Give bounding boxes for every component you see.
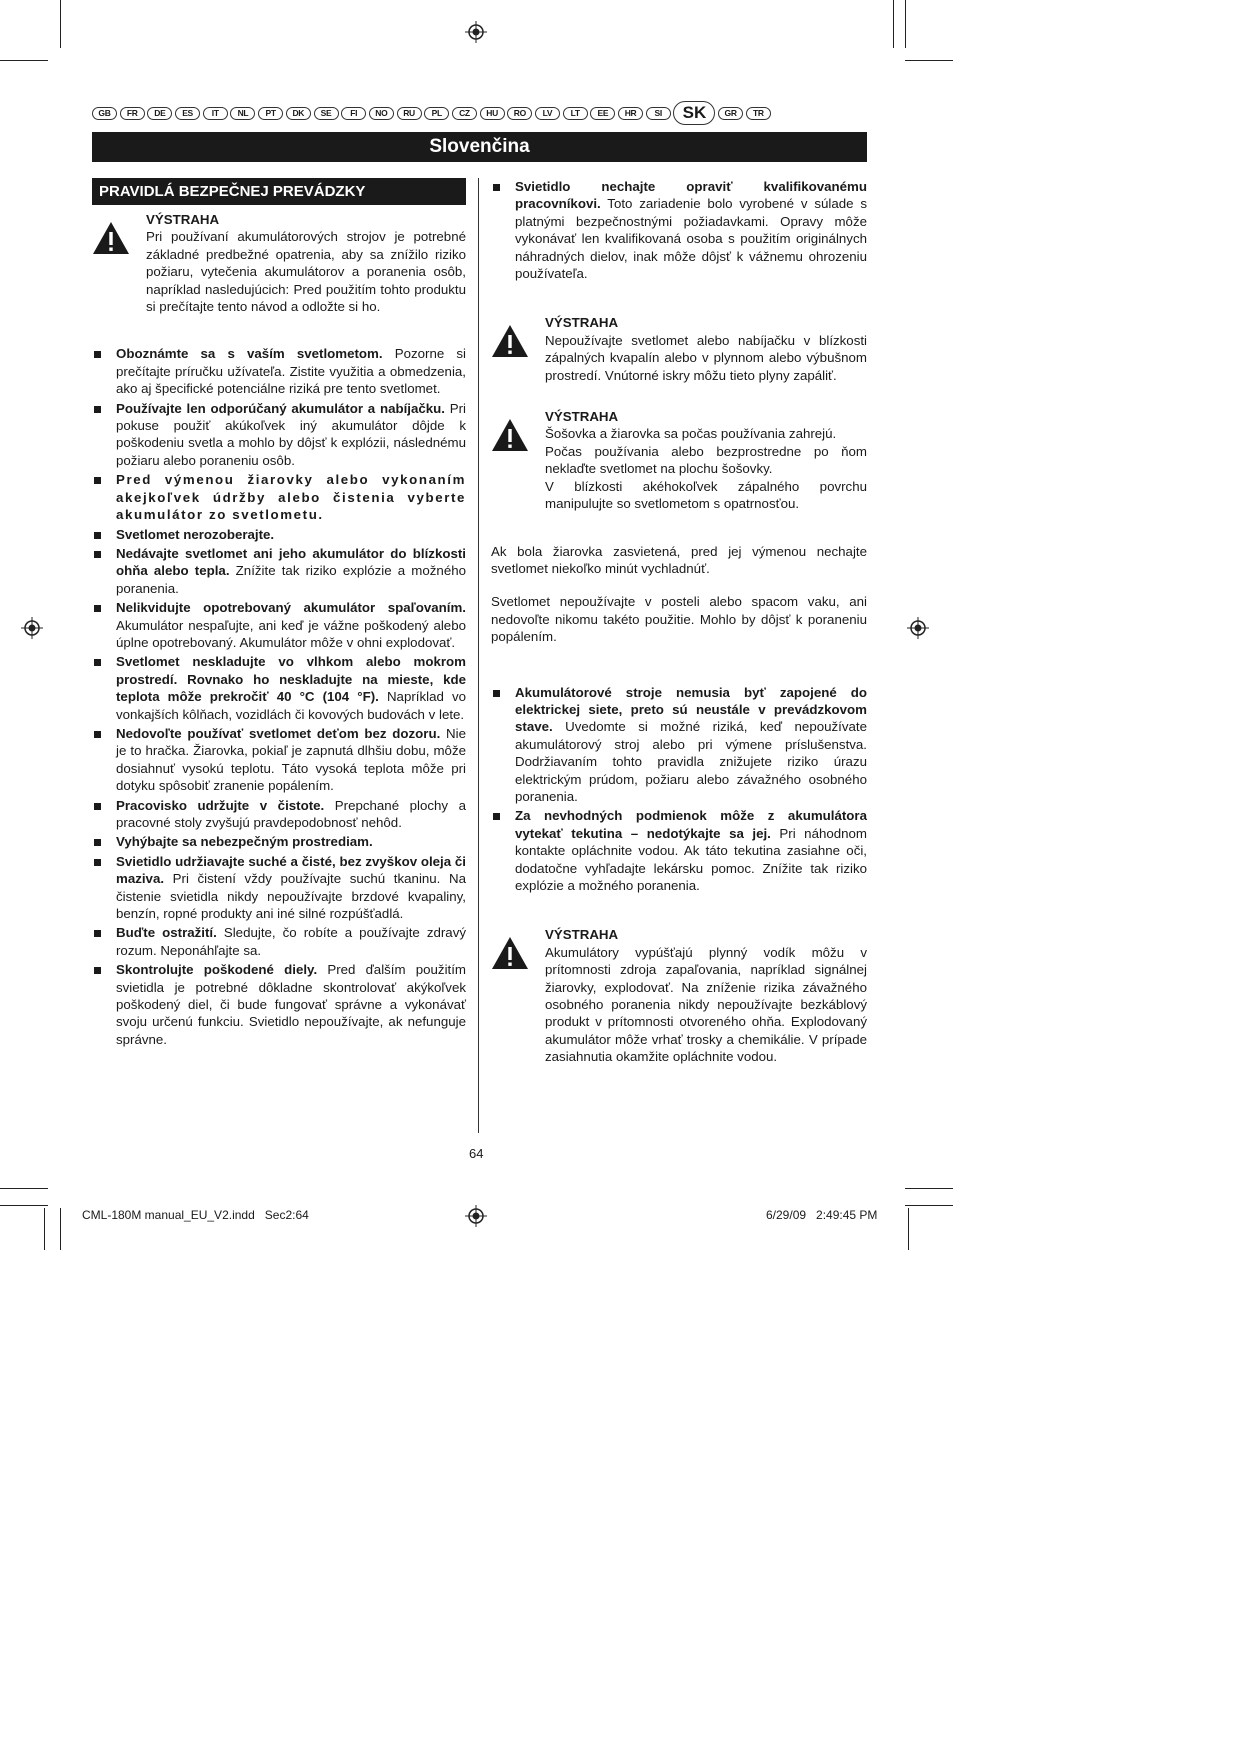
crop-mark (905, 1205, 953, 1206)
crop-mark (893, 0, 894, 48)
warning-block (491, 408, 867, 512)
list-item: Svetlomet nerozoberajte. (92, 526, 466, 543)
list-item: Nelikvidujte opotrebovaný akumulátor spaľovaním. Akumulátor nespaľujte, ani keď je vážne poškodený alebo úplne opotrebovaný. Akumulátor môže v ohni explodovať. (92, 599, 466, 651)
registration-mark-icon (21, 617, 43, 639)
page-title: Slovenčina (92, 132, 867, 162)
safety-list (491, 178, 867, 282)
right-column (491, 178, 867, 1066)
list-item: Pracovisko udržujte v čistote. Prepchané plochy a pracovné stoly zvyšujú pravdepodobnosť nehôd. (92, 797, 466, 832)
registration-mark-icon (465, 21, 487, 43)
paragraph: Svetlomet nepoužívajte v posteli alebo spacom vaku, ani nedovoľte nikomu takéto použitie. Mohlo by dôjsť k poraneniu popálením. (491, 594, 867, 645)
lang-tab[interactable]: TR (746, 107, 771, 120)
list-item: Nedovoľte používať svetlomet deťom bez dozoru. Nie je to hračka. Žiarovka, pokiaľ je zapnutá dlhšiu dobu, môže dosiahnuť vysokú teplotu. Táto vysoká teplota môže pri dotyku spôsobiť zranenie popálením. (92, 725, 466, 795)
list-item: Používajte len odporúčaný akumulátor a nabíjačku. Pri pokuse použiť akúkoľvek iný akumulátor dôjde k poškodeniu svetla a mohlo by dôjsť k explózii, následnému požiaru alebo poraneniu osôb. (92, 400, 466, 470)
section-title: PRAVIDLÁ BEZPEČNEJ PREVÁDZKY (92, 178, 466, 205)
lang-tab[interactable]: PL (424, 107, 449, 120)
warning-icon (491, 324, 529, 358)
registration-mark-icon (465, 1205, 487, 1227)
warning-text: Šošovka a žiarovka sa počas používania zahrejú. (545, 426, 837, 442)
warning-icon (92, 221, 130, 255)
lang-tab[interactable]: HU (480, 107, 505, 120)
lang-tab[interactable]: GR (718, 107, 743, 120)
list-item: Skontrolujte poškodené diely. Pred ďalším použitím svietidla je potrebné dôkladne skontrolovať akýkoľvek poškodený diel, či bude fungovať správne a vykonávať svoju určenú funkciu. Svietidlo nepoužívajte, ak nefunguje správne. (92, 961, 466, 1048)
lang-tab[interactable]: LV (535, 107, 560, 120)
lang-tab[interactable]: CZ (452, 107, 477, 120)
safety-list (491, 684, 867, 895)
lang-tab[interactable]: NL (230, 107, 255, 120)
lang-tab[interactable]: ES (175, 107, 200, 120)
lang-tab[interactable]: IT (203, 107, 228, 120)
warning-title: VÝSTRAHA (146, 212, 220, 227)
lang-tab[interactable]: SI (646, 107, 671, 120)
lang-tab[interactable]: DK (286, 107, 311, 120)
lang-tab[interactable]: PT (258, 107, 283, 120)
crop-mark (0, 1205, 48, 1206)
list-item: Nedávajte svetlomet ani jeho akumulátor do blízkosti ohňa alebo tepla. Znížite tak riziko explózie a možného poranenia. (92, 545, 466, 597)
warning-text: V blízkosti akéhokoľvek zápalného povrchu manipulujte so svetlometom s opatrnosťou. (545, 478, 867, 512)
warning-icon (491, 418, 529, 452)
lang-tab[interactable]: FR (120, 107, 145, 120)
lang-tab[interactable]: LT (563, 107, 588, 120)
footer-file: CML-180M manual_EU_V2.indd Sec2:64 (82, 1208, 309, 1222)
page-number: 64 (469, 1146, 484, 1161)
column-divider (478, 178, 479, 1133)
warning-block (92, 211, 466, 315)
lang-tab[interactable]: DE (147, 107, 172, 120)
crop-mark (905, 60, 953, 61)
lang-tab[interactable]: NO (369, 107, 394, 120)
warning-text: Pri používaní akumulátorových strojov je potrebné základné predbežné opatrenia, aby sa znížilo riziko požiaru, vytečenia akumulátorov a poranenia osôb, napríklad nasledujúcich: Pred použitím tohto produktu si prečítajte tento návod a odložte si ho. (146, 229, 466, 315)
list-item: Za nevhodných podmienok môže z akumulátora vytekať tekutina – nedotýkajte sa jej. Pri náhodnom kontakte opláchnite vodou. Ak táto tekutina zasiahne oči, dodatočne vyhľadajte lekársku pomoc. Znížite tak riziko explózie a možného poranenia. (491, 807, 867, 894)
crop-mark (60, 0, 61, 48)
crop-mark (908, 1208, 909, 1250)
crop-mark (0, 60, 48, 61)
warning-text: Nepoužívajte svetlomet alebo nabíjačku v blízkosti zápalných kvapalín alebo v plynnom alebo výbušnom prostredí. Vnútorné iskry môžu tieto plyny zapáliť. (545, 332, 867, 383)
warning-title: VÝSTRAHA (545, 315, 619, 331)
warning-icon (491, 936, 529, 970)
crop-mark (905, 1188, 953, 1189)
lang-tab[interactable]: HR (618, 107, 643, 120)
list-item: Svietidlo udržiavajte suché a čisté, bez zvyškov oleja či maziva. Pri čistení vždy používajte suchú tkaninu. Na čistenie svietidla nikdy nepoužívajte brzdové kvapaliny, benzín, ropné produkty ani iné silné rozpúšťadlá. (92, 853, 466, 923)
warning-block (491, 926, 867, 1065)
warning-text: Počas používania alebo bezprostredne po ňom neklaďte svetlomet na plochu šošovky. (545, 443, 867, 477)
lang-tab[interactable]: EE (590, 107, 615, 120)
list-item: Svetlomet neskladujte vo vlhkom alebo mokrom prostredí. Rovnako ho neskladujte na mieste, kde teplota môže prekročiť 40 °C (104 °F). Napríklad vo vonkajších kôlňach, vozidlách či kovových budovách v lete. (92, 653, 466, 723)
lang-tab[interactable]: FI (341, 107, 366, 120)
safety-list (92, 345, 466, 1048)
list-item: Vyhýbajte sa nebezpečným prostrediam. (92, 833, 466, 850)
paragraph: Ak bola žiarovka zasvietená, pred jej výmenou nechajte svetlomet niekoľko minút vychladnúť. (491, 543, 867, 576)
list-item: Svietidlo nechajte opraviť kvalifikovanému pracovníkovi. Toto zariadenie bolo vyrobené v súlade s platnými bezpečnostnými požiadavkami. Opravy môže vykonávať len kvalifikovaná osoba s použitím originálnych náhradných dielov, inak môže dôjsť k vážnemu ohrozeniu používateľa. (491, 178, 867, 282)
list-item: Buďte ostražití. Sledujte, čo robíte a používajte zdravý rozum. Neponáhľajte sa. (92, 924, 466, 959)
lang-tab[interactable]: GB (92, 107, 117, 120)
left-column (92, 178, 466, 1050)
warning-title: VÝSTRAHA (545, 409, 619, 425)
crop-mark (60, 1208, 61, 1250)
crop-mark (0, 1188, 48, 1189)
crop-mark (44, 1208, 45, 1250)
warning-text: Akumulátory vypúšťajú plynný vodík môžu v prítomnosti zdroja zapaľovania, napríklad signálnej žiarovky, explodovať. Na zníženie rizika závažného osobného poranenia nikdy nepoužívajte bezkáblový produkt v prítomnosti otvoreného ohňa. Explodovaný akumulátor môže vrhať trosky a chemikálie. V prípade zasiahnutia okamžite opláchnite vodou. (545, 944, 867, 1065)
warning-title: VÝSTRAHA (545, 927, 619, 943)
lang-tab[interactable]: RU (397, 107, 422, 120)
registration-mark-icon (907, 617, 929, 639)
footer-date: 6/29/09 2:49:45 PM (766, 1208, 878, 1222)
warning-block (491, 314, 867, 384)
list-item: Akumulátorové stroje nemusia byť zapojené do elektrickej siete, preto sú neustále v prevádzkovom stave. Uvedomte si možné riziká, keď nepoužívate akumulátorový stroj alebo pri výmene príslušenstva. Dodržiavaním tohto pravidla znižujete riziko úrazu elektrickým prúdom, požiaru alebo závažného osobného poranenia. (491, 684, 867, 806)
list-item: Oboznámte sa s vaším svetlometom. Pozorne si prečítajte príručku užívateľa. Zistite využitia a obmedzenia, ako aj špecifické potenciálne riziká pre tento svetlomet. (92, 345, 466, 397)
crop-mark (905, 0, 906, 48)
lang-tab[interactable]: RO (507, 107, 532, 120)
lang-tab[interactable]: SE (314, 107, 339, 120)
list-item: Pred výmenou žiarovky alebo vykonaním akejkoľvek údržby alebo čistenia vyberte akumulátor zo svetlometu. (92, 471, 466, 523)
lang-tab-active[interactable]: SK (673, 101, 715, 125)
language-tabs (92, 101, 868, 125)
